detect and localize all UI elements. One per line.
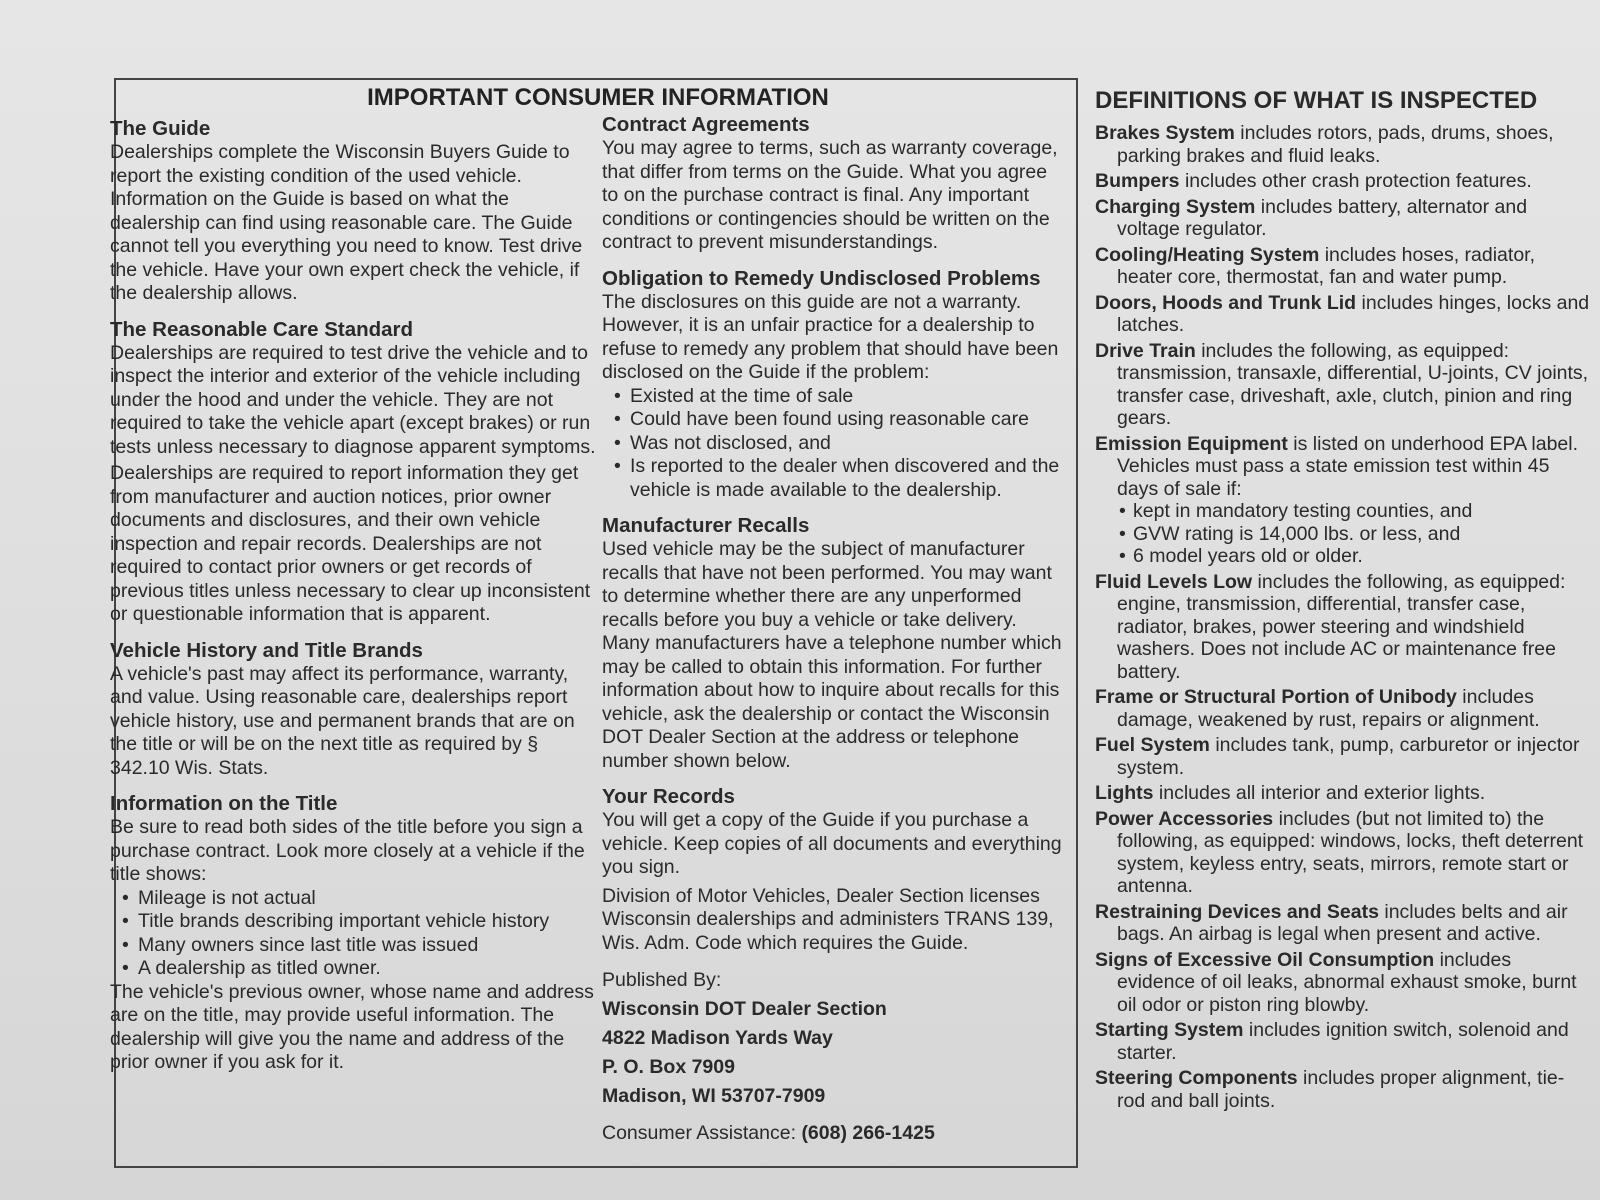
section-heading: Manufacturer Recalls (602, 514, 810, 537)
definition-item: Cooling/Heating System includes hoses, radiator, heater core, thermostat, fan and water pump. (1095, 243, 1535, 288)
publisher-street: 4822 Madison Yards Way (602, 1027, 833, 1049)
title-bullet-list (110, 887, 600, 981)
definition-item: Frame or Structural Portion of Unibody includes damage, weakened by rust, repairs or alignment. (1095, 686, 1540, 731)
left-column (110, 116, 600, 1086)
section-title-info (110, 791, 600, 1075)
definition-item: Emission Equipment is listed on underhood EPA label. Vehicles must pass a state emission test within 45 days of sale if: • kept in mandatory testing counties, and • GVW rating is 14,000 lbs. or less, and • 6 model years old or older. (1095, 433, 1590, 568)
section-text: Be sure to read both sides of the title before you sign a purchase contract. Look more closely at a vehicle if the title shows: (110, 816, 585, 885)
list-item: • Is reported to the dealer when discovered and the vehicle is made available to the dealership. (602, 455, 1067, 502)
section-records (602, 784, 1067, 955)
definition-item: Restraining Devices and Seats includes belts and air bags. An airbag is legal when present and active. (1095, 900, 1568, 945)
publisher-block (602, 966, 1067, 1148)
section-text: You may agree to terms, such as warranty coverage, that differ from terms on the Guide. What you agree to on the purchase contract is final. Any important conditions or contingencies should be written on the contract to prevent misunderstandings. (602, 137, 1058, 253)
list-item: • 6 model years old or older. (1117, 545, 1590, 568)
main-title: IMPORTANT CONSUMER INFORMATION (367, 84, 829, 111)
middle-column (602, 112, 1067, 1148)
list-item: • Could have been found using reasonable care (602, 408, 1067, 432)
definition-item: Power Accessories includes (but not limited to) the following, as equipped: windows, locks, theft deterrent system, keyless entry, seats, mirrors, remote start or antenna. (1095, 807, 1584, 897)
definitions-title: DEFINITIONS OF WHAT IS INSPECTED (1095, 87, 1538, 114)
publisher-pobox: P. O. Box 7909 (602, 1056, 735, 1078)
section-heading: Vehicle History and Title Brands (110, 638, 423, 662)
list-item: • Many owners since last title was issued (110, 934, 600, 958)
section-heading: Your Records (602, 785, 735, 808)
definition-item: Brakes System includes rotors, pads, drums, shoes, parking brakes and fluid leaks. (1095, 122, 1554, 167)
section-recalls (602, 513, 1067, 773)
list-item: • A dealership as titled owner. (110, 957, 600, 981)
list-item: • Title brands describing important vehicle history (110, 910, 600, 934)
section-text: Dealerships complete the Wisconsin Buyers Guide to report the existing condition of the used vehicle. Information on the Guide is based on what the dealership can find using reasonable care. The Guide cannot tell you everything you need to know. Test drive the vehicle. Have your own expert check the vehicle, if the dealership allows. (110, 141, 583, 304)
section-guide (110, 116, 600, 306)
section-history (110, 638, 600, 781)
section-text: The vehicle's previous owner, whose name and address are on the title, may provide useful information. The dealership will give you the name and address of the prior owner if you ask for it. (110, 980, 594, 1073)
publisher-label: Published By: (602, 969, 722, 991)
section-text: Division of Motor Vehicles, Dealer Section licenses Wisconsin dealerships and administers TRANS 139, Wis. Adm. Code which requires the Guide. (602, 884, 1054, 954)
list-item: • GVW rating is 14,000 lbs. or less, and (1117, 523, 1590, 546)
section-heading: Information on the Title (110, 792, 338, 815)
definition-item: Starting System includes ignition switch, solenoid and starter. (1095, 1019, 1569, 1064)
definitions-column (1095, 86, 1590, 1115)
section-text: Used vehicle may be the subject of manufacturer recalls that have not been performed. You may want to determine whether there are any unperformed recalls before you buy a vehicle or take delivery. Many manufacturers have a telephone number which may be called to obtain this information. For further information about how to inquire about recalls for this vehicle, ask the dealership or contact the Wisconsin DOT Dealer Section at the address or telephone number shown below. (602, 538, 1062, 772)
assistance-label: Consumer Assistance: (602, 1122, 797, 1144)
definition-item: Doors, Hoods and Trunk Lid includes hinges, locks and latches. (1095, 291, 1590, 336)
section-heading: The Reasonable Care Standard (110, 317, 414, 341)
definition-item: Drive Train includes the following, as equipped: transmission, transaxle, differential, U-joints, CV joints, transfer case, driveshaft, axle, clutch, pinion and ring gears. (1095, 339, 1589, 429)
definition-item: Steering Components includes proper alignment, tie-rod and ball joints. (1095, 1067, 1565, 1112)
assistance-phone: (608) 266-1425 (801, 1122, 935, 1144)
definition-item: Charging System includes battery, alternator and voltage regulator. (1095, 195, 1528, 240)
definition-item: Signs of Excessive Oil Consumption includes evidence of oil leaks, abnormal exhaust smoke, burnt oil odor or piston ring blowby. (1095, 948, 1577, 1016)
section-heading: Obligation to Remedy Undisclosed Problems (602, 266, 1041, 290)
publisher-name: Wisconsin DOT Dealer Section (602, 998, 887, 1020)
list-item: • Existed at the time of sale (602, 385, 1067, 409)
definition-item: Fluid Levels Low includes the following, as equipped: engine, transmission, differential, transfer case, radiator, brakes, power steering and windshield washers. Does not include AC or maintenance free battery. (1095, 570, 1566, 683)
obligation-bullet-list (602, 385, 1067, 503)
list-item: • kept in mandatory testing counties, and (1117, 500, 1590, 523)
definition-item: Lights includes all interior and exterior lights. (1095, 782, 1486, 804)
section-reasonable-care (110, 317, 600, 627)
section-contract (602, 112, 1067, 255)
emission-bullet-list (1117, 500, 1590, 568)
definition-item: Bumpers includes other crash protection features. (1095, 170, 1532, 192)
section-obligation (602, 266, 1067, 503)
definition-item: Fuel System includes tank, pump, carburetor or injector system. (1095, 734, 1580, 779)
list-item: • Mileage is not actual (110, 887, 600, 911)
section-text: Dealerships are required to test drive the vehicle and to inspect the interior and exterior of the vehicle including under the hood and under the vehicle. They are not required to take the vehicle apart (except brakes) or run tests unless necessary to diagnose apparent symptoms. (110, 341, 596, 458)
section-heading: The Guide (110, 117, 211, 140)
publisher-city: Madison, WI 53707-7909 (602, 1085, 826, 1107)
section-text: The disclosures on this guide are not a warranty. However, it is an unfair practice for a dealership to refuse to remedy any problem that should have been disclosed on the Guide if the problem: (602, 290, 1059, 383)
list-item: • Was not disclosed, and (602, 432, 1067, 456)
section-text: You will get a copy of the Guide if you purchase a vehicle. Keep copies of all documents and everything you sign. (602, 809, 1062, 878)
section-text: A vehicle's past may affect its performance, warranty, and value. Using reasonable care, dealerships report vehicle history, use and permanent brands that are on the title or will be on the next title as required by § 342.10 Wis. Stats. (110, 662, 575, 779)
section-heading: Contract Agreements (602, 113, 810, 136)
section-text: Dealerships are required to report information they get from manufacturer and auction notices, prior owner documents and disclosures, and their own vehicle inspection and repair records. Dealerships are not required to contact prior owners or get records of previous titles unless necessary to clear up inconsistent or questionable information that is apparent. (110, 462, 591, 625)
